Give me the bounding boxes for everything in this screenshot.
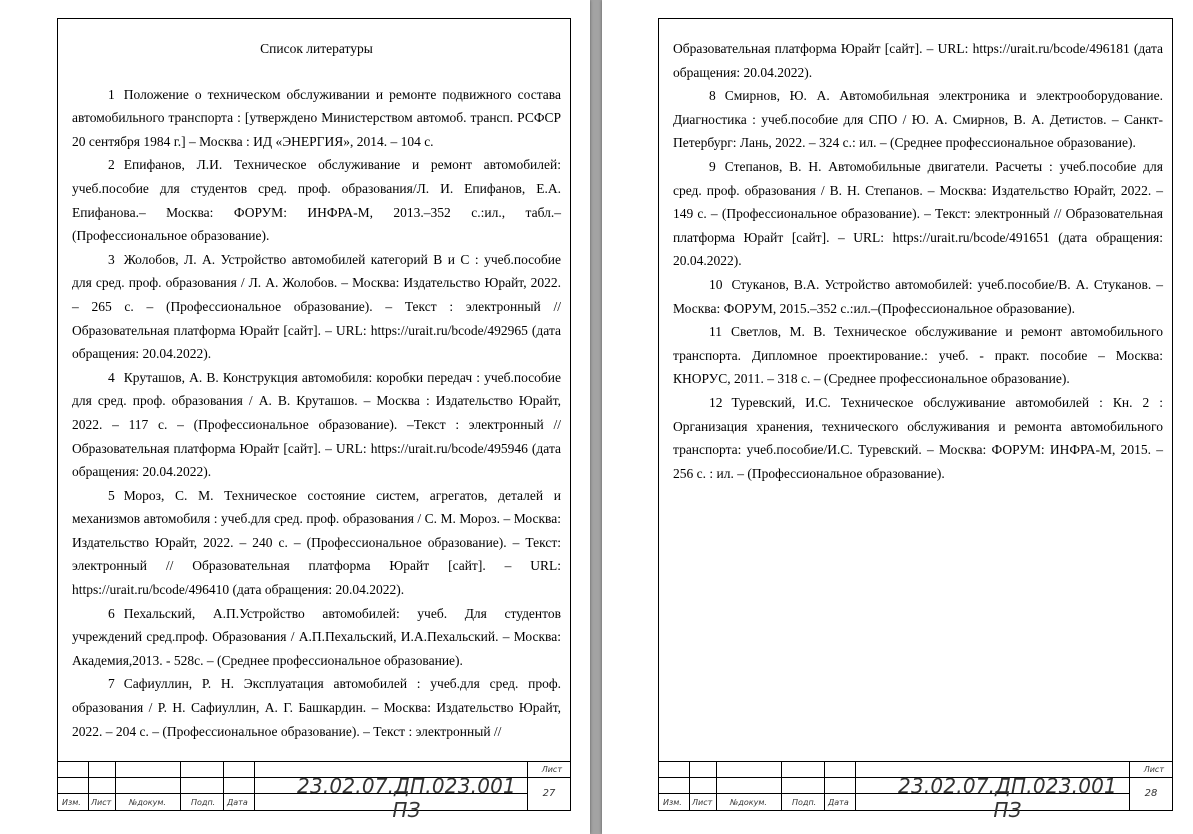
reference-item [673, 320, 1163, 391]
reference-list [72, 83, 561, 744]
reference-item [72, 153, 561, 247]
stamp-izm-label: Изм. [62, 798, 81, 807]
reference-continuation: Образовательная платформа Юрайт [сайт]. – URL: https://urait.ru/bcode/496181 (дата обращения: 20.04.2022). [673, 41, 1163, 80]
reference-text: Сафиуллин, Р. Н. Эксплуатация автомобилей : учеб.для сред. проф. образования / Р. Н. Сафиуллин, А. Г. Башкардин. – Москва: Издательство Юрайт, 2022. – 204 с. – (Профессиональное образование). – Текст : электронный // [72, 676, 561, 739]
stamp-data-label: Дата [227, 798, 248, 807]
stamp-list-label: Лист [91, 798, 112, 807]
reference-number: 8 [709, 88, 716, 104]
document-code: 23.02.07.ДП.023.001 ПЗ [898, 774, 1117, 822]
reference-item [72, 248, 561, 366]
reference-text: Стуканов, В.А. Устройство автомобилей: учеб.пособие/В. А. Стуканов. – Москва: ФОРУМ, 2015.–352 с.:ил.–(Профессиональное образование). [673, 276, 1163, 316]
reference-text: Жолобов, Л. А. Устройство автомобилей категорий B и C : учеб.пособие для сред. проф. образования / Л. А. Жолобов. – Москва: Издательство Юрайт, 2022. – 265 с. – (Профессиональное образование). – Текст : электронный // Образовательная платформа Юрайт [сайт]. – URL: https://urait.ru/bcode/492965 (дата обращения: 20.04.2022). [72, 251, 561, 362]
reference-text: Епифанов, Л.И. Техническое обслуживание и ремонт автомобилей: учеб.пособие для студентов сред. проф. образования/Л. И. Епифанов, Е.А. Епифанова.– Москва: ФОРУМ: ИНФРА-М, 2013.–352 с.:ил., табл.– (Профессиональное образование). [72, 157, 561, 244]
stamp-sheet-label: Лист [541, 765, 562, 774]
stamp-sheet-label: Лист [1143, 765, 1164, 774]
page-frame [57, 18, 571, 822]
reference-number: 6 [108, 605, 115, 621]
page-number: 27 [542, 788, 556, 799]
reference-number: 9 [709, 158, 716, 174]
title-block [58, 761, 570, 822]
document-page-28 [602, 0, 1193, 834]
reference-text: Туревский, И.С. Техническое обслуживание автомобилей : Кн. 2 : Организация хранения, технического обслуживания и ремонта автомобильного транспорта: учеб.пособие/И.С. Туревский. – Москва: ФОРУМ: ИНФРА-М, 2015. – 256 с. : ил. – (Профессиональное образование). [673, 394, 1163, 481]
stamp-izm-label: Изм. [663, 798, 682, 807]
reference-text: Смирнов, Ю. А. Автомобильная электроника и электрооборудование. Диагностика : учеб.пособие для СПО / Ю. А. Смирнов, В. А. Детистов. – Санкт-Петербург: Лань, 2022. – 324 с.: ил. – (Среднее профессиональное образование). [673, 88, 1163, 151]
reference-item [72, 602, 561, 673]
reference-list [673, 84, 1163, 485]
document-page-27 [0, 0, 590, 834]
page-number: 28 [1144, 788, 1158, 799]
document-code: 23.02.07.ДП.023.001 ПЗ [297, 774, 516, 822]
reference-item [673, 273, 1163, 320]
reference-number: 2 [108, 157, 115, 173]
stamp-ndoc-label: №докум. [730, 798, 767, 807]
reference-number: 4 [108, 369, 115, 385]
page-content [72, 37, 561, 743]
reference-number: 3 [108, 251, 115, 267]
reference-item [72, 672, 561, 743]
reference-number: 7 [108, 676, 115, 692]
reference-number: 1 [108, 86, 115, 102]
reference-text: Положение о техническом обслуживании и ремонте подвижного состава автомобильного транспорта : [утверждено Министерством автомоб. трансп. РСФСР 20 сентября 1984 г.] – Москва : ИД «ЭНЕРГИЯ», 2014. – 104 с. [72, 86, 561, 149]
stamp-podp-label: Подп. [191, 798, 216, 807]
page-frame [658, 18, 1173, 822]
bibliography-heading: Список литературы [260, 41, 373, 56]
stamp-podp-label: Подп. [792, 798, 817, 807]
reference-text: Пехальский, А.П.Устройство автомобилей: учеб. Для студентов учреждений сред.проф. Образования / А.П.Пехальский, И.А.Пехальский. – Москва: Академия,2013. - 528с. – (Среднее профессиональное образование). [72, 605, 561, 668]
reference-text: Степанов, В. Н. Автомобильные двигатели. Расчеты : учеб.пособие для сред. проф. образования / В. Н. Степанов. – Москва: Издательство Юрайт, 2022. – 149 с. – (Профессиональное образование). – Текст: электронный // Образовательная платформа Юрайт [сайт]. – URL: https://urait.ru/bcode/491651 (дата обращения: 20.04.2022). [673, 158, 1163, 269]
reference-number: 11 [709, 324, 722, 340]
reference-item [673, 155, 1163, 273]
reference-item [72, 83, 561, 154]
reference-number: 5 [108, 487, 115, 503]
stamp-ndoc-label: №докум. [129, 798, 166, 807]
reference-number: 12 [709, 394, 723, 410]
page-content [673, 37, 1163, 485]
stamp-list-label: Лист [692, 798, 713, 807]
reference-number: 10 [709, 276, 723, 292]
reference-item [673, 84, 1163, 155]
stamp-data-label: Дата [828, 798, 849, 807]
reference-text: Круташов, А. В. Конструкция автомобиля: коробки передач : учеб.пособие для сред. проф. образования / А. В. Круташов. – Москва : Издательство Юрайт, 2022. – 117 с. – (Профессиональное образование). –Текст : электронный // Образовательная платформа Юрайт [сайт]. – URL: https://urait.ru/bcode/495946 (дата обращения: 20.04.2022). [72, 369, 561, 480]
reference-text: Светлов, М. В. Техническое обслуживание и ремонт автомобильного транспорта. Дипломное проектирование.: учеб. - практ. пособие – Москва: КНОРУС, 2011. – 318 с. – (Среднее профессиональное образование). [673, 324, 1163, 387]
reference-item [72, 484, 561, 602]
reference-item [673, 391, 1163, 485]
reference-item [72, 366, 561, 484]
reference-text: Мороз, С. М. Техническое состояние систем, агрегатов, деталей и механизмов автомобиля : учеб.для сред. проф. образования / С. М. Мороз. – Москва: Издательство Юрайт, 2022. – 240 с. – (Профессиональное образование). – Текст: электронный // Образовательная платформа Юрайт [сайт]. – URL: https://urait.ru/bcode/496410 (дата обращения: 20.04.2022). [72, 487, 561, 598]
title-block [659, 761, 1172, 822]
